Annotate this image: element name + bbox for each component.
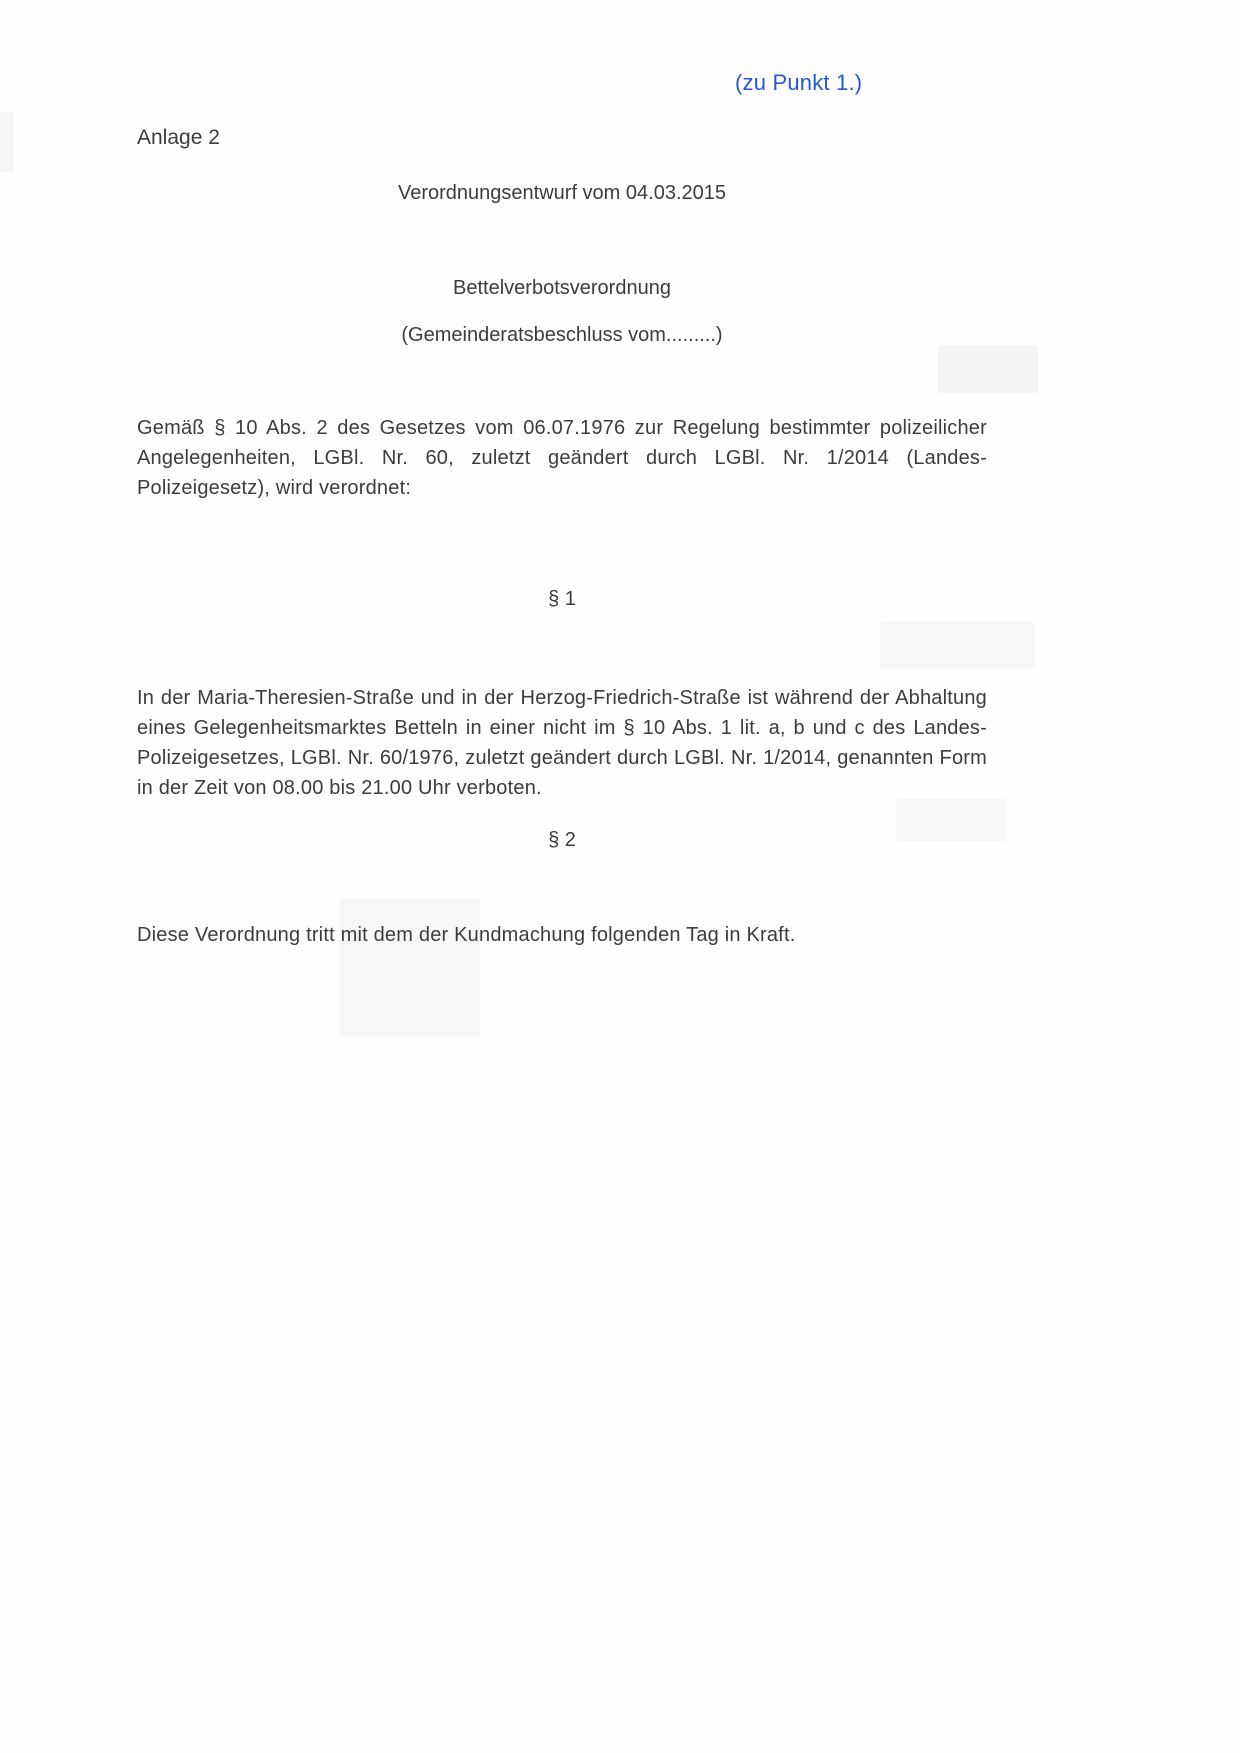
annex-label: Anlage 2 bbox=[137, 126, 220, 149]
preamble-paragraph: Gemäß § 10 Abs. 2 des Gesetzes vom 06.07.1976 zur Regelung bestimmter polizeilicher Angelegenheiten, LGBl. Nr. 60, zuletzt geändert durch LGBl. Nr. 1/2014 (Landes-Polizeigesetz), wird verordnet: bbox=[137, 417, 987, 499]
document-content bbox=[137, 0, 987, 970]
draft-date-line: Verordnungsentwurf vom 04.03.2015 bbox=[398, 182, 726, 204]
section-1-paragraph: In der Maria-Theresien-Straße und in der Herzog-Friedrich-Straße ist während der Abhaltung eines Gelegenheitsmarktes Betteln in einer nicht im § 10 Abs. 1 lit. a, b und c des Landes-Polizeigesetzes, LGBl. Nr. 60/1976, zuletzt geändert durch LGBl. Nr. 1/2014, genannten Form in der Zeit von 08.00 bis 21.00 Uhr verboten. bbox=[137, 687, 987, 799]
section-2-paragraph: Diese Verordnung tritt mit dem der Kundmachung folgenden Tag in Kraft. bbox=[137, 924, 796, 946]
scan-artifact bbox=[0, 112, 14, 172]
section-1-heading: § 1 bbox=[548, 588, 576, 610]
section-2-heading: § 2 bbox=[548, 829, 576, 851]
corner-reference-note: (zu Punkt 1.) bbox=[735, 70, 863, 95]
document-subtitle: (Gemeinderatsbeschluss vom.........) bbox=[401, 324, 723, 346]
document-title: Bettelverbotsverordnung bbox=[453, 277, 671, 299]
